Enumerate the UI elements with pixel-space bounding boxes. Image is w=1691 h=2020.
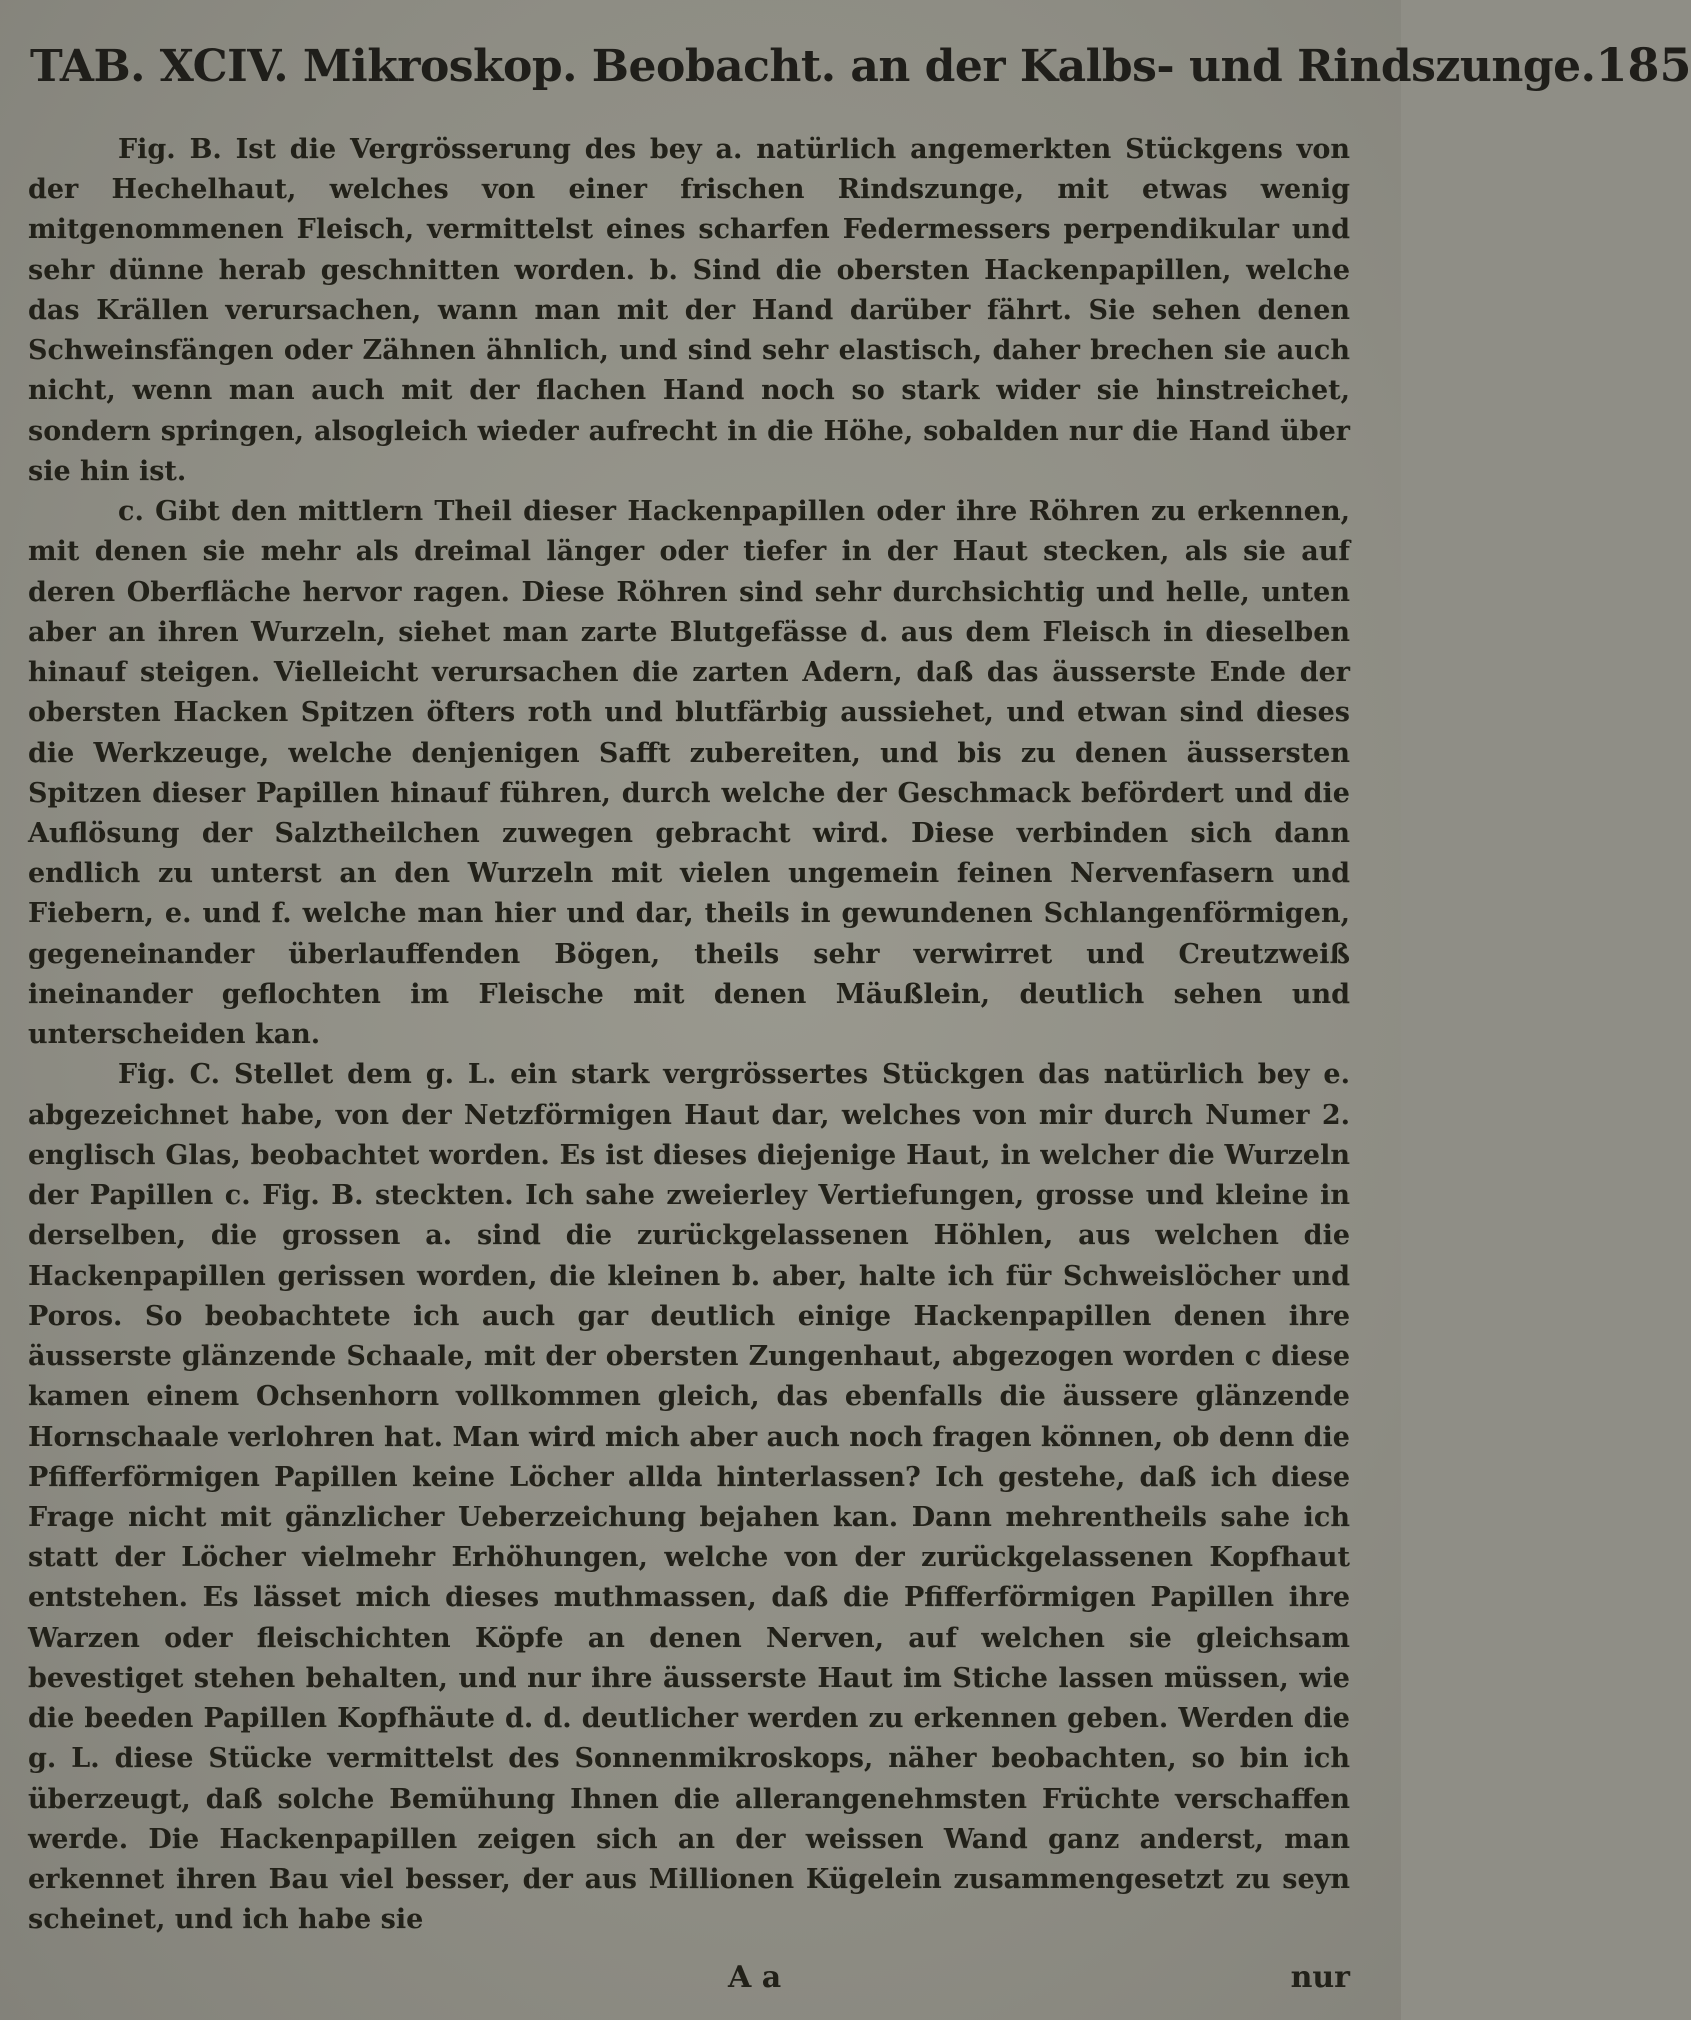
paragraph-fig-c: Fig. C. Stellet dem g. L. ein stark vergrössertes Stückgen das natürlich bey e. abgezeichnet habe, von der Netzförmigen Haut dar, welches von mir durch Numer 2. englisch Glas, beobachtet worden. Es ist dieses diejenige Haut, in welcher die Wurzeln der Papillen c. Fig. B. steckten. Ich sahe zweierley Vertiefungen, grosse und kleine in derselben, die grossen a. sind die zurückgelassenen Höhlen, aus welchen die Hackenpapillen gerissen worden, die kleinen b. aber, halte ich für Schweislöcher und Poros. So beobachtete ich auch gar deutlich einige Hackenpapillen denen ihre äusserste glänzende Schaale, mit der obersten Zungenhaut, abgezogen worden c diese kamen einem Ochsenhorn vollkommen gleich, das ebenfalls die äussere glänzende Hornschaale verlohren hat. Man wird mich aber auch noch fragen können, ob denn die Pfifferförmigen Papillen keine Löcher allda hinterlassen? Ich gestehe, daß ich diese Frage nicht mit gänzlicher Ueberzeichung bejahen kan. Dann mehrentheils sahe ich statt der Löcher vielmehr Erhöhungen, welche von der zurückgelassenen Kopfhaut entstehen. Es lässet mich dieses muthmassen, daß die Pfifferförmigen Papillen ihre Warzen oder fleischichten Köpfe an denen Nerven, auf welchen sie gleichsam bevestiget stehen behalten, und nur ihre äusserste Haut im Stiche lassen müssen, wie die beeden Papillen Kopfhäute d. d. deutlicher werden zu erkennen geben. Werden die g. L. diese Stücke vermittelst des Sonnenmikroskops, näher beobachten, so bin ich überzeugt, daß solche Bemühung Ihnen die allerangenehmsten Früchte verschaffen werde. Die Hackenpapillen zeigen sich an der weissen Wand ganz anderst, man erkennet ihren Bau viel besser, der aus Millionen Kügelein zusammengesetzt zu seyn scheinet, und ich habe sie bbox=[28, 1059, 1350, 1936]
signature-mark: A a bbox=[728, 1960, 782, 1995]
page-title: TAB. XCIV. Mikroskop. Beobacht. an der Kalbs- und Rindszunge. bbox=[30, 41, 1596, 92]
paragraph-fig-b: Fig. B. Ist die Vergrösserung des bey a. natürlich angemerkten Stückgens von der Hechelhaut, welches von einer frischen Rindszunge, mit etwas wenig mitgenommenen Fleisch, vermittelst eines scharfen Federmessers perpendikular und sehr dünne herab geschnitten worden. b. Sind die obersten Hackenpapillen, welche das Krällen verursachen, wann man mit der Hand darüber fährt. Sie sehen denen Schweinsfängen oder Zähnen ähnlich, und sind sehr elastisch, daher brechen sie auch nicht, wenn man auch mit der flachen Hand noch so stark wider sie hinstreichet, sondern springen, alsogleich wieder aufrecht in die Höhe, sobalden nur die Hand über sie hin ist. bbox=[28, 134, 1350, 487]
page-footer bbox=[28, 1960, 1350, 2010]
running-header bbox=[30, 38, 1691, 118]
body-text bbox=[28, 130, 1350, 1941]
paragraph-c: c. Gibt den mittlern Theil dieser Hackenpapillen oder ihre Röhren zu erkennen, mit denen sie mehr als dreimal länger oder tiefer in der Haut stecken, als sie auf deren Oberfläche hervor ragen. Diese Röhren sind sehr durchsichtig und helle, unten aber an ihren Wurzeln, siehet man zarte Blutgefässe d. aus dem Fleisch in dieselben hinauf steigen. Vielleicht verursachen die zarten Adern, daß das äusserste Ende der obersten Hacken Spitzen öfters roth und blutfärbig aussiehet, und etwan sind dieses die Werkzeuge, welche denjenigen Safft zubereiten, und bis zu denen äussersten Spitzen dieser Papillen hinauf führen, durch welche der Geschmack befördert und die Auflösung der Salztheilchen zuwegen gebracht wird. Diese verbinden sich dann endlich zu unterst an den Wurzeln mit vielen ungemein feinen Nervenfasern und Fiebern, e. und f. welche man hier und dar, theils in gewundenen Schlangenförmigen, gegeneinander überlauffenden Bögen, theils sehr verwirret und Creutzweiß ineinander geflochten im Fleische mit denen Mäußlein, deutlich sehen und unterscheiden kan. bbox=[28, 496, 1350, 1051]
catchword: nur bbox=[1290, 1960, 1350, 1995]
page-number: 185 bbox=[1595, 38, 1691, 92]
